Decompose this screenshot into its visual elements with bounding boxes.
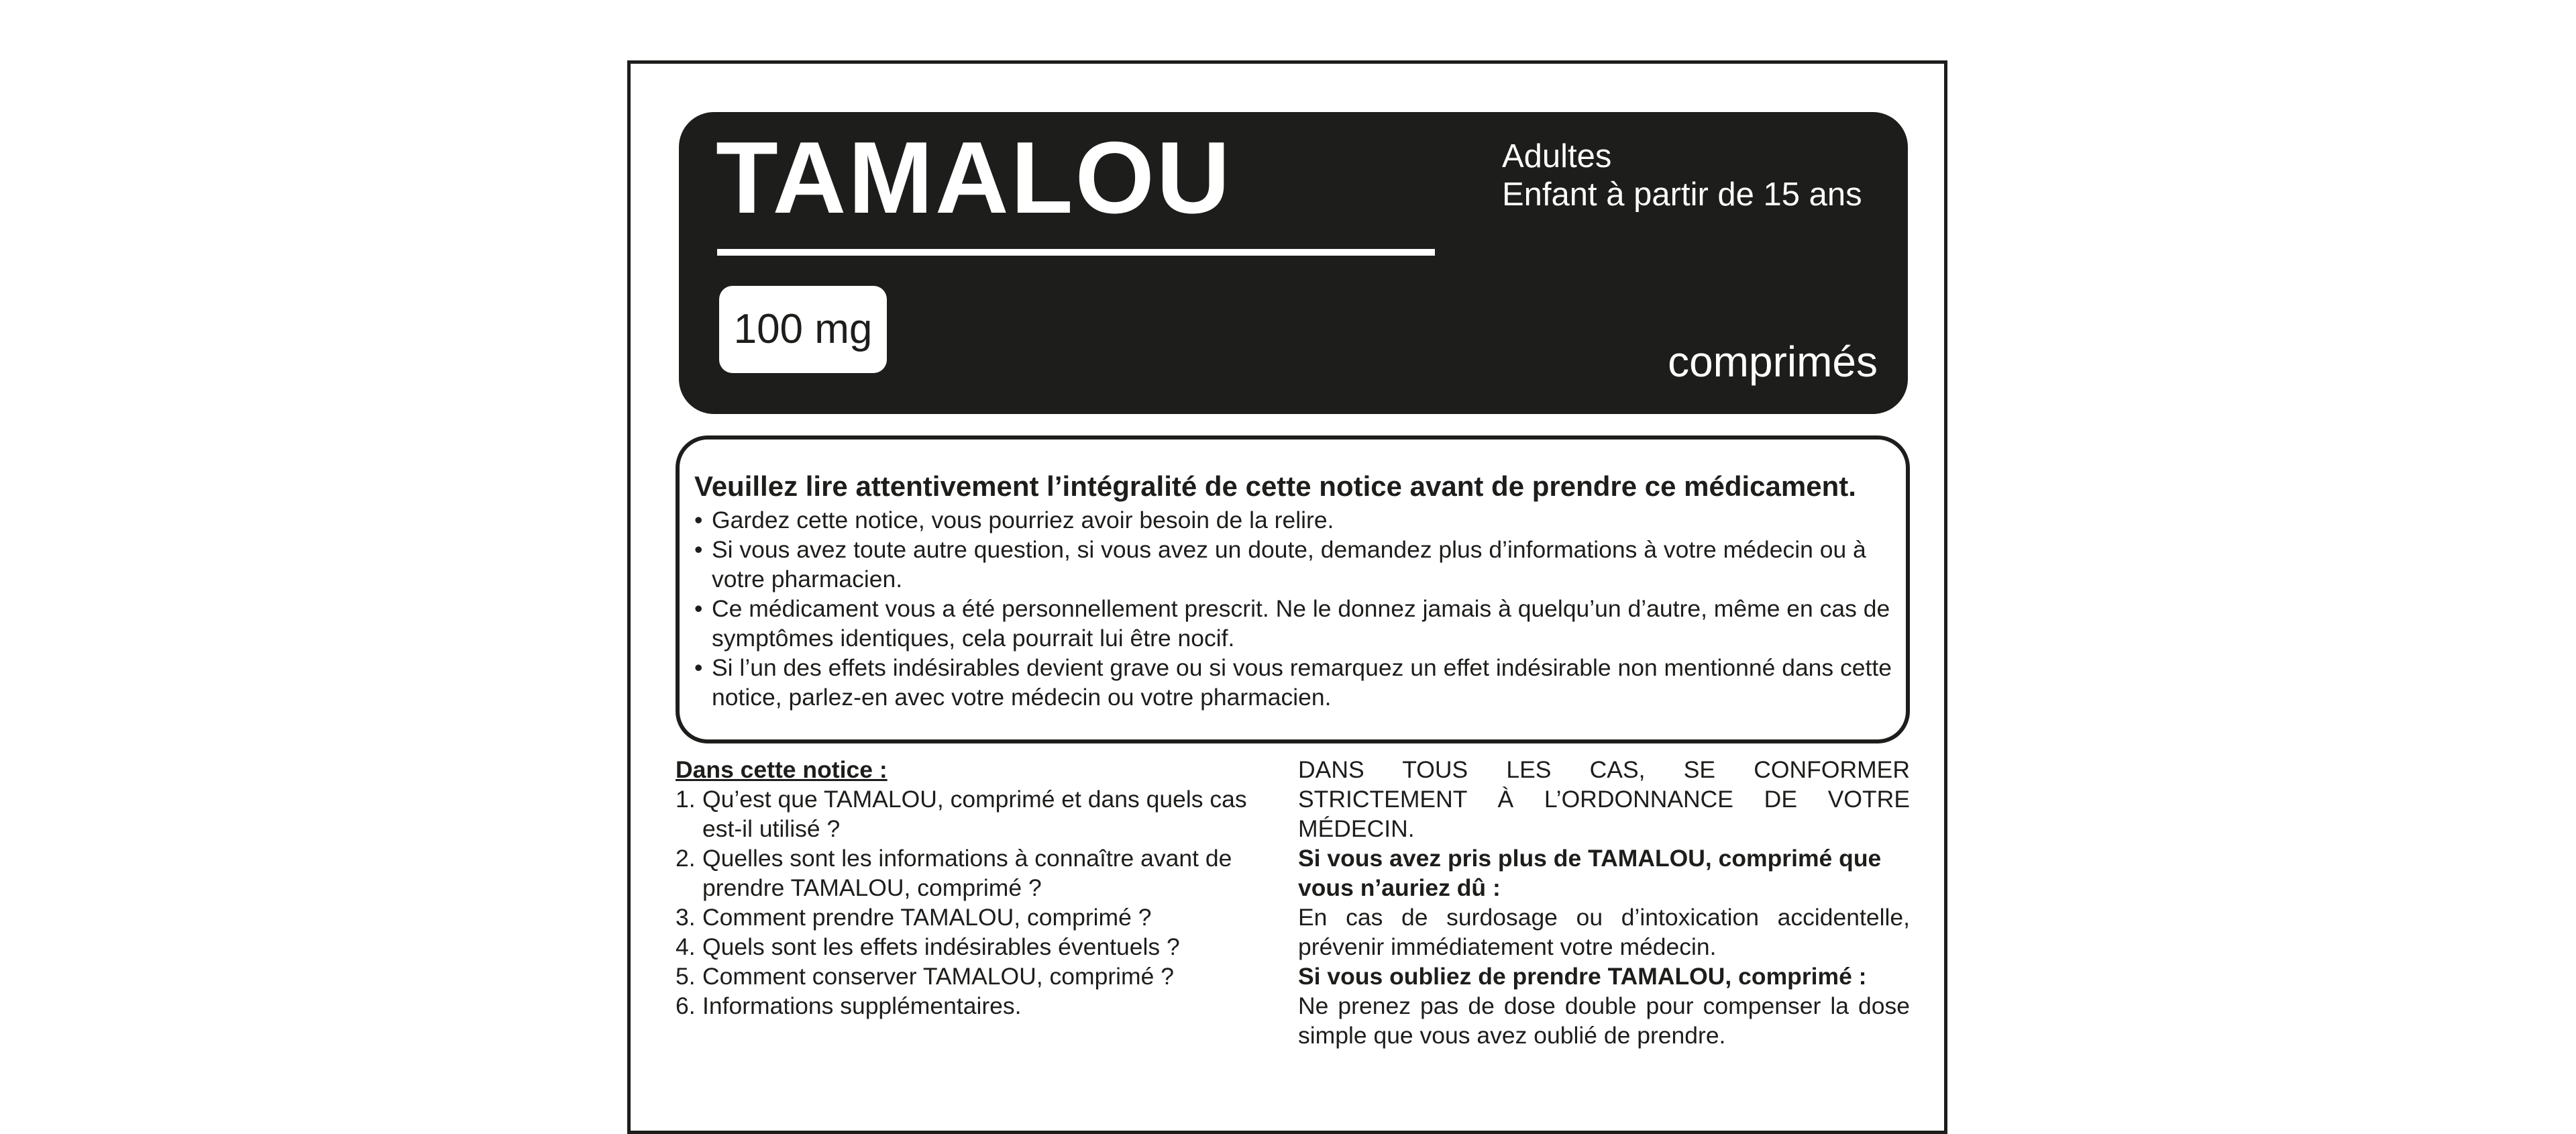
- brand-name: TAMALOU: [716, 121, 1232, 235]
- contents-item-text: Quels sont les effets indésirables éventuels ?: [702, 933, 1180, 960]
- contents-item-text: Qu’est que TAMALOU, comprimé et dans quels cas est-il utilisé ?: [702, 786, 1247, 842]
- contents-item-text: Comment prendre TAMALOU, comprimé ?: [702, 904, 1152, 931]
- leaflet-sheet: [627, 60, 1947, 1134]
- brand-underline-rule: [717, 249, 1435, 256]
- contents-item: [676, 962, 1279, 991]
- contents-item-number: 5.: [676, 963, 696, 990]
- contents-item: [676, 843, 1279, 903]
- warning-list: [694, 505, 1892, 712]
- contents-item: [676, 784, 1279, 843]
- contents-item-text: Quelles sont les informations à connaître avant de prendre TAMALOU, comprimé ?: [702, 845, 1232, 901]
- warning-title: Veuillez lire attentivement l’intégralité de cette notice avant de prendre ce médicament.: [694, 470, 1856, 502]
- contents-title: Dans cette notice :: [676, 756, 888, 783]
- contents-list: [676, 784, 1279, 1021]
- prescription-compliance-text: DANS TOUS LES CAS, SE CONFORMER STRICTEMENT À L’ORDONNANCE DE VOTRE MÉDECIN.: [1298, 756, 1910, 842]
- audience-info: [1502, 138, 1878, 214]
- missed-dose-text: Ne prenez pas de dose double pour compenser la dose simple que vous avez oublié de prendre.: [1298, 992, 1910, 1049]
- dosage-form-label: comprimés: [1668, 338, 1878, 386]
- contents-item: [676, 932, 1279, 962]
- contents-column: [676, 755, 1279, 1021]
- read-notice-warning-box: [676, 435, 1910, 743]
- audience-adults: Adultes: [1502, 138, 1612, 174]
- warning-item: • Si vous avez toute autre question, si vous avez un doute, demandez plus d’informations à votre médecin ou à votre pharmacien.: [694, 535, 1892, 594]
- contents-item-number: 2.: [676, 845, 696, 872]
- warning-item: • Si l’un des effets indésirables devient grave ou si vous remarquez un effet indésirable non mentionné dans cette notice, parlez-en avec votre médecin ou votre pharmacien.: [694, 653, 1892, 712]
- audience-children: Enfant à partir de 15 ans: [1502, 176, 1862, 213]
- contents-item: [676, 991, 1279, 1021]
- overdose-heading: Si vous avez pris plus de TAMALOU, comprimé que vous n’auriez dû :: [1298, 845, 1882, 901]
- warning-item: • Ce médicament vous a été personnellement prescrit. Ne le donnez jamais à quelqu’un d’autre, même en cas de symptômes identiques, cela pourrait lui être nocif.: [694, 594, 1892, 653]
- product-header-band: [679, 112, 1908, 414]
- overdose-text: En cas de surdosage ou d’intoxication accidentelle, prévenir immédiatement votre médecin.: [1298, 904, 1910, 960]
- contents-item-number: 3.: [676, 904, 696, 931]
- contents-item-text: Informations supplémentaires.: [702, 992, 1022, 1019]
- dosage-instructions-column: [1298, 755, 1910, 1050]
- warning-item: • Gardez cette notice, vous pourriez avoir besoin de la relire.: [694, 505, 1892, 535]
- contents-item-number: 6.: [676, 992, 696, 1019]
- dose-badge: 100 mg: [719, 286, 887, 373]
- contents-item: [676, 903, 1279, 932]
- contents-item-number: 4.: [676, 933, 696, 960]
- contents-item-text: Comment conserver TAMALOU, comprimé ?: [702, 963, 1174, 990]
- contents-item-number: 1.: [676, 786, 696, 813]
- missed-dose-heading: Si vous oubliez de prendre TAMALOU, comprimé :: [1298, 963, 1867, 990]
